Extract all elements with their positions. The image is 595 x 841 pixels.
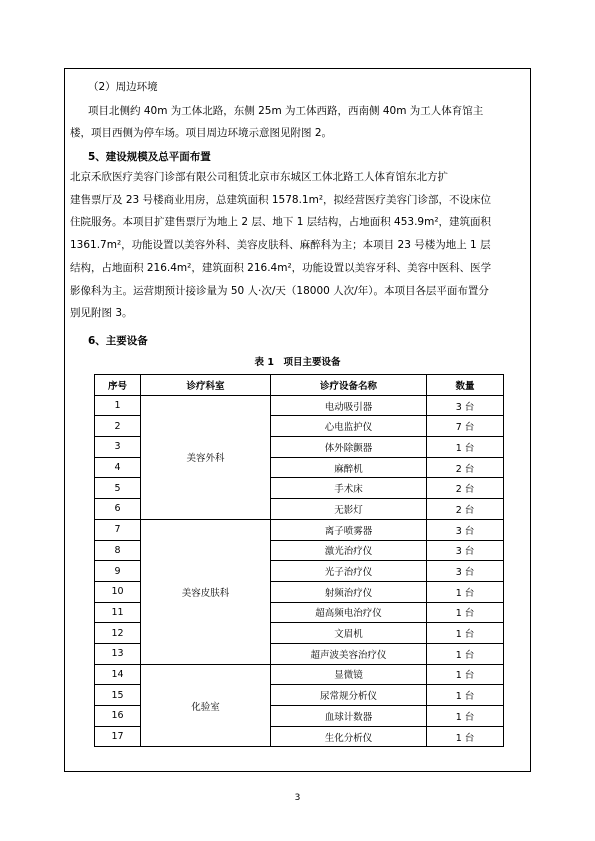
cell-equipment: 麻醉机 bbox=[271, 457, 427, 478]
cell-index: 5 bbox=[95, 478, 141, 499]
cell-index: 13 bbox=[95, 643, 141, 664]
scale-line-7: 别见附图 3。 bbox=[70, 307, 133, 319]
table-header-row bbox=[95, 375, 504, 396]
cell-quantity: 1 台 bbox=[427, 581, 504, 602]
cell-index: 11 bbox=[95, 602, 141, 623]
cell-equipment: 尿常规分析仪 bbox=[271, 685, 427, 706]
cell-index: 4 bbox=[95, 457, 141, 478]
equipment-table bbox=[94, 374, 504, 747]
cell-quantity: 3 台 bbox=[427, 519, 504, 540]
table-row bbox=[95, 395, 504, 416]
cell-equipment: 超声波美容治疗仪 bbox=[271, 643, 427, 664]
cell-quantity: 3 台 bbox=[427, 540, 504, 561]
cell-equipment: 射频治疗仪 bbox=[271, 581, 427, 602]
cell-quantity: 3 台 bbox=[427, 561, 504, 582]
page-number: 3 bbox=[294, 793, 301, 803]
cell-index: 17 bbox=[95, 726, 141, 747]
scale-line-3: 住院服务。本项目扩建售票厅为地上 2 层、地下 1 层结构，占地面积 453.9m²，建筑面积 bbox=[70, 216, 492, 228]
cell-index: 10 bbox=[95, 581, 141, 602]
cell-quantity: 1 台 bbox=[427, 706, 504, 727]
column-header: 诊疗科室 bbox=[141, 375, 271, 396]
cell-index: 2 bbox=[95, 416, 141, 437]
cell-index: 8 bbox=[95, 540, 141, 561]
cell-equipment: 无影灯 bbox=[271, 499, 427, 520]
table-row bbox=[95, 664, 504, 685]
cell-index: 7 bbox=[95, 519, 141, 540]
cell-department: 化验室 bbox=[141, 664, 271, 747]
cell-quantity: 1 台 bbox=[427, 685, 504, 706]
surroundings-line-2: 楼，项目西侧为停车场。项目周边环境示意图见附图 2。 bbox=[70, 127, 333, 139]
cell-equipment: 手术床 bbox=[271, 478, 427, 499]
cell-equipment: 激光治疗仪 bbox=[271, 540, 427, 561]
cell-index: 15 bbox=[95, 685, 141, 706]
cell-quantity: 1 台 bbox=[427, 623, 504, 644]
table-caption: 表 1 项目主要设备 bbox=[254, 357, 341, 368]
cell-equipment: 光子治疗仪 bbox=[271, 561, 427, 582]
surroundings-line-1: 项目北侧约 40m 为工体北路，东侧 25m 为工体西路，西南侧 40m 为工人体育馆主 bbox=[88, 105, 484, 117]
cell-department: 美容皮肤科 bbox=[141, 519, 271, 664]
scale-line-2: 建售票厅及 23 号楼商业用房，总建筑面积 1578.1m²，拟经营医疗美容门诊部，不设床位 bbox=[70, 194, 492, 206]
equipment-heading: 6、主要设备 bbox=[88, 335, 148, 347]
cell-quantity: 1 台 bbox=[427, 643, 504, 664]
cell-quantity: 1 台 bbox=[427, 437, 504, 458]
cell-equipment: 体外除颤器 bbox=[271, 437, 427, 458]
cell-quantity: 7 台 bbox=[427, 416, 504, 437]
surroundings-heading: （2）周边环境 bbox=[88, 81, 158, 93]
cell-equipment: 电动吸引器 bbox=[271, 395, 427, 416]
cell-quantity: 1 台 bbox=[427, 664, 504, 685]
cell-department: 美容外科 bbox=[141, 395, 271, 519]
cell-index: 9 bbox=[95, 561, 141, 582]
column-header: 诊疗设备名称 bbox=[271, 375, 427, 396]
scale-line-4: 1361.7m²，功能设置以美容外科、美容皮肤科、麻醉科为主；本项目 23 号楼为地上 1 层 bbox=[70, 239, 491, 251]
cell-quantity: 1 台 bbox=[427, 726, 504, 747]
cell-index: 12 bbox=[95, 623, 141, 644]
cell-quantity: 2 台 bbox=[427, 478, 504, 499]
cell-equipment: 超高频电治疗仪 bbox=[271, 602, 427, 623]
cell-equipment: 离子喷雾器 bbox=[271, 519, 427, 540]
cell-index: 14 bbox=[95, 664, 141, 685]
cell-quantity: 2 台 bbox=[427, 457, 504, 478]
cell-equipment: 血球计数器 bbox=[271, 706, 427, 727]
cell-equipment: 心电监护仪 bbox=[271, 416, 427, 437]
table-row bbox=[95, 519, 504, 540]
cell-quantity: 1 台 bbox=[427, 602, 504, 623]
column-header: 数量 bbox=[427, 375, 504, 396]
cell-quantity: 2 台 bbox=[427, 499, 504, 520]
scale-heading: 5、建设规模及总平面布置 bbox=[88, 151, 211, 163]
cell-index: 3 bbox=[95, 437, 141, 458]
scale-line-5: 结构，占地面积 216.4m²，建筑面积 216.4m²，功能设置以美容牙科、美容中医科、医学 bbox=[70, 262, 492, 274]
scale-line-1: 北京禾欣医疗美容门诊部有限公司租赁北京市东城区工体北路工人体育馆东北方扩 bbox=[70, 171, 448, 183]
scale-line-6: 影像科为主。运营期预计接诊量为 50 人·次/天（18000 人次/年）。本项目各层平面布置分 bbox=[70, 285, 489, 297]
cell-index: 1 bbox=[95, 395, 141, 416]
cell-index: 6 bbox=[95, 499, 141, 520]
column-header: 序号 bbox=[95, 375, 141, 396]
table-body bbox=[95, 395, 504, 747]
cell-quantity: 3 台 bbox=[427, 395, 504, 416]
cell-equipment: 显微镜 bbox=[271, 664, 427, 685]
cell-index: 16 bbox=[95, 706, 141, 727]
cell-equipment: 文眉机 bbox=[271, 623, 427, 644]
cell-equipment: 生化分析仪 bbox=[271, 726, 427, 747]
